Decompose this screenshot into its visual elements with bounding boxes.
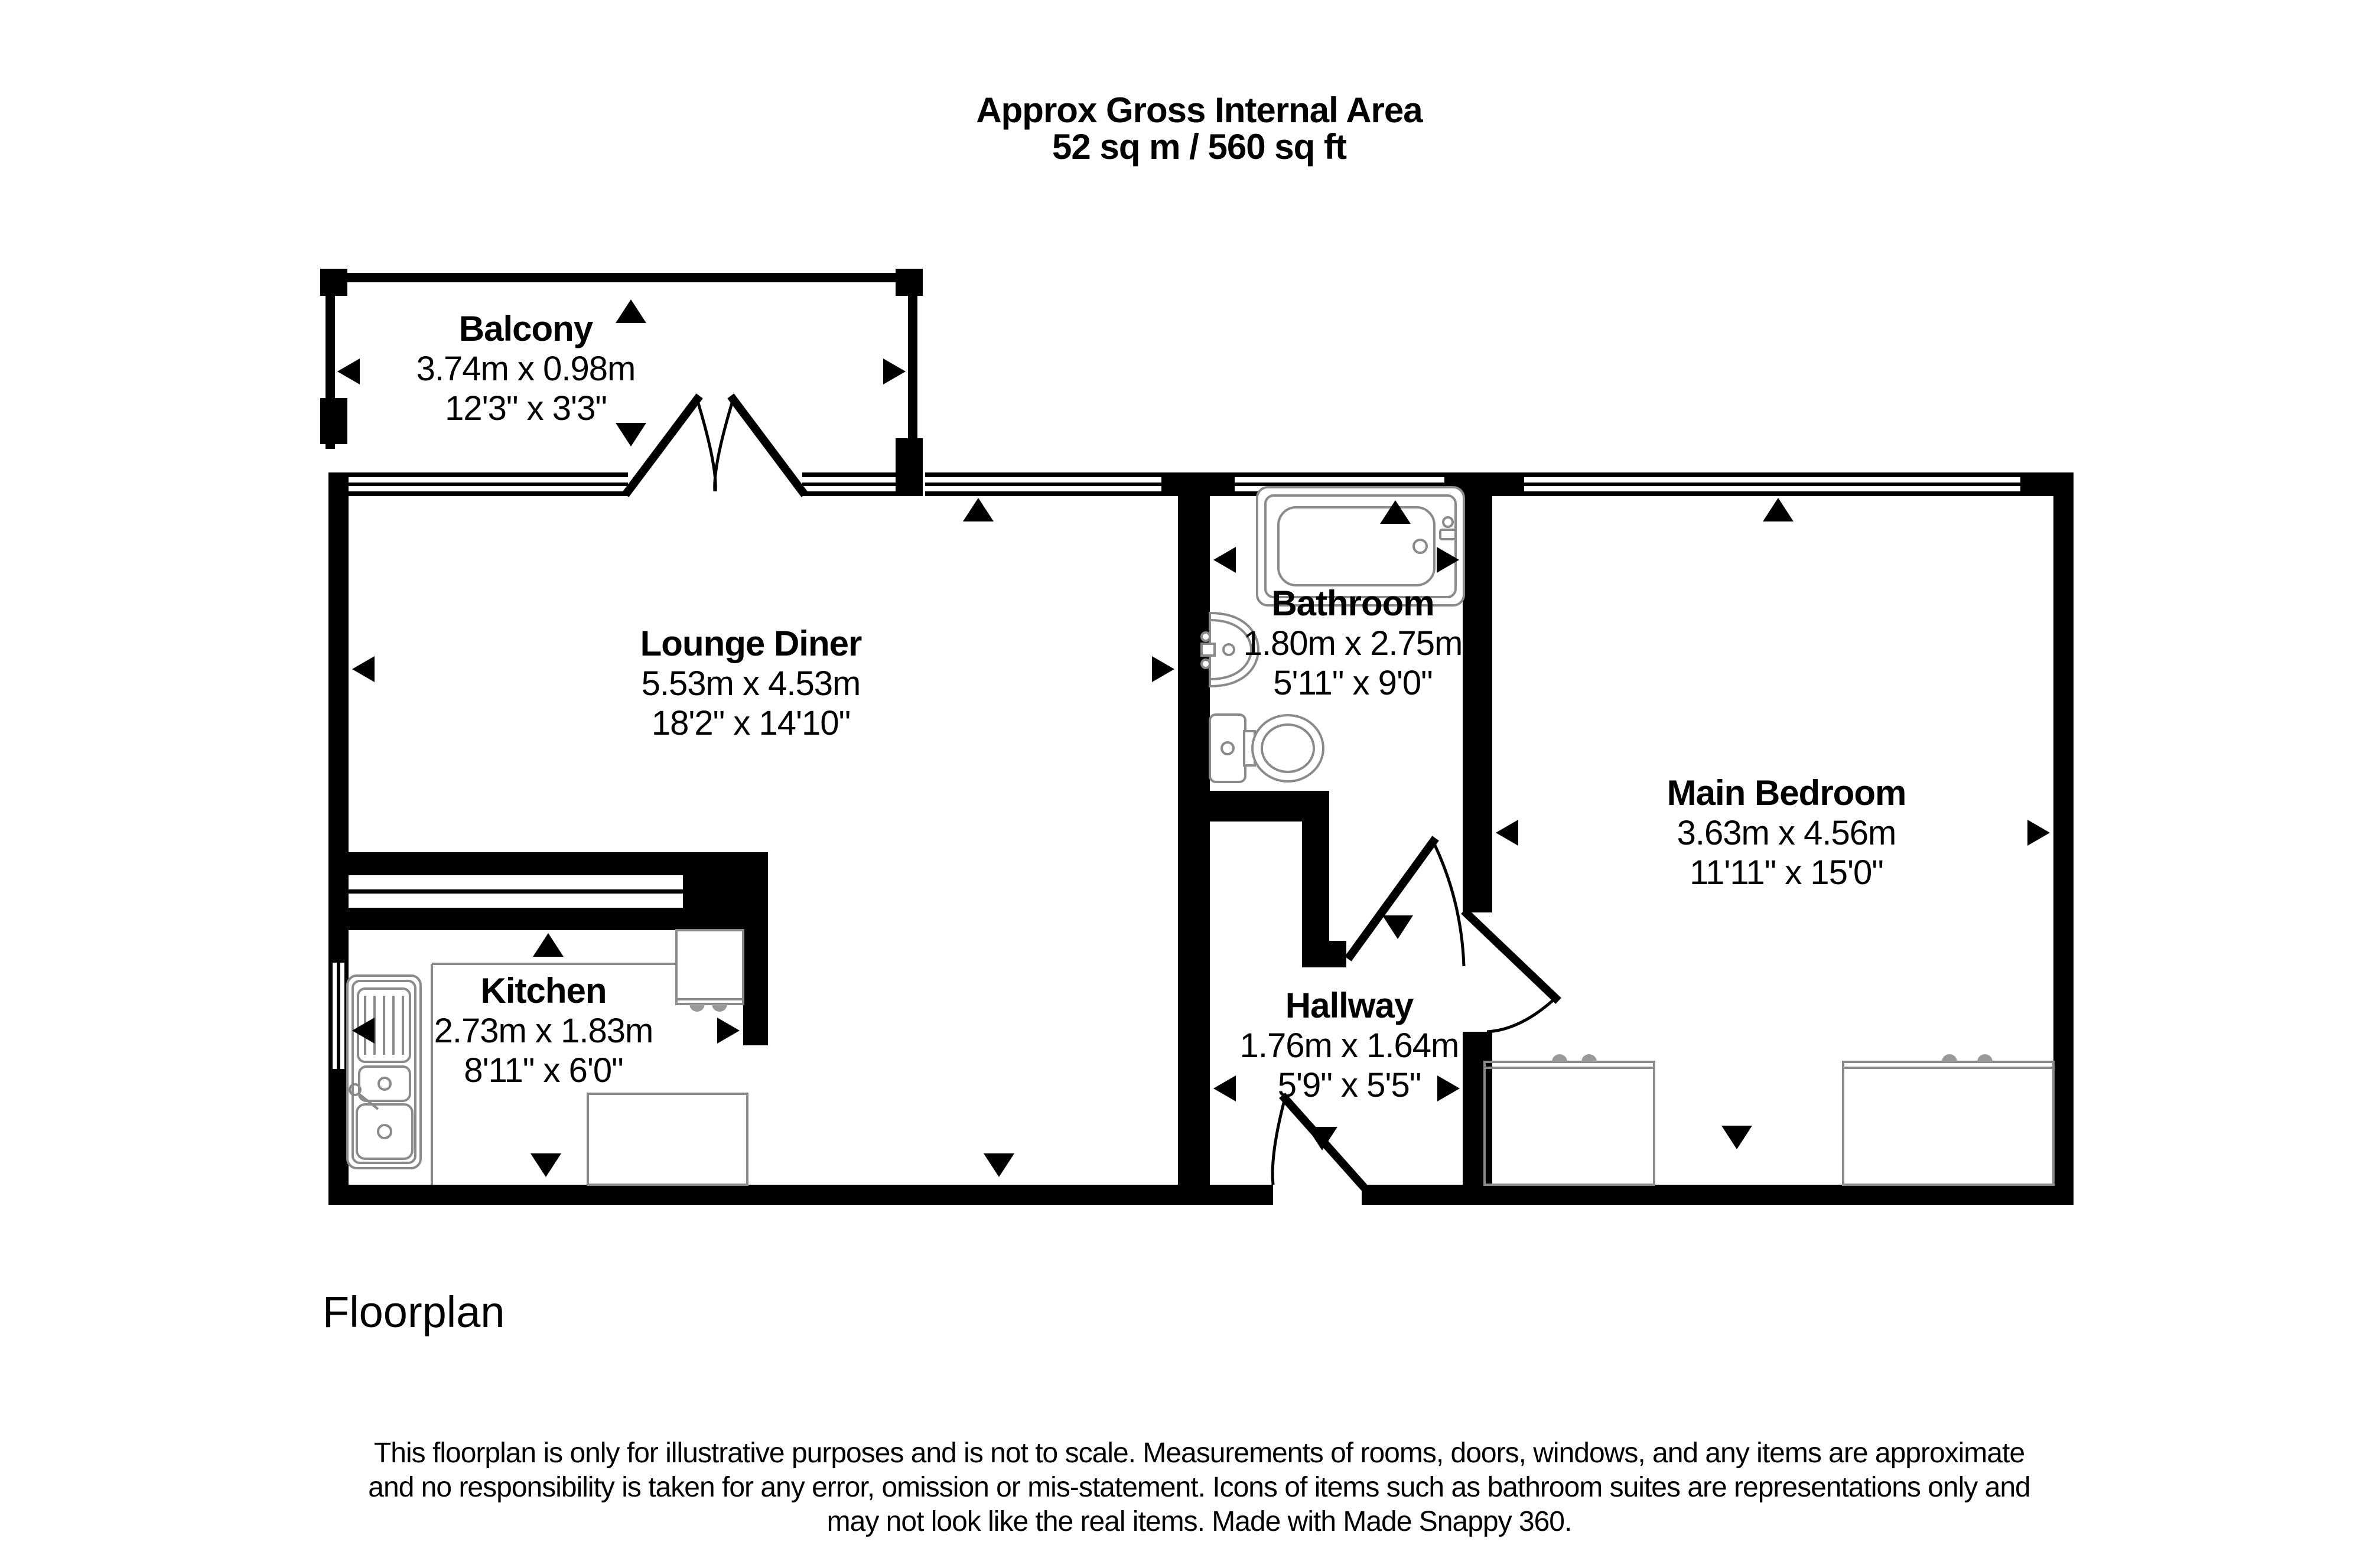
lounge-label: Lounge Diner xyxy=(640,624,862,663)
arrow-left-icon xyxy=(1496,820,1518,846)
arrow-down-icon xyxy=(1721,1126,1752,1149)
arrow-right-icon xyxy=(2027,820,2050,846)
door-swing-icon xyxy=(1467,914,1555,1032)
balcony-post-mid-left xyxy=(320,398,347,444)
balcony-label: Balcony xyxy=(458,309,593,348)
lounge-imperial: 18'2" x 14'10" xyxy=(651,704,851,742)
kitchen-imperial: 8'11" x 6'0" xyxy=(464,1051,623,1090)
disclaimer-line-2: and no responsibility is taken for any error, omission or mis-statement. Icons of items such as bathroom suites are representations only and xyxy=(368,1472,2030,1503)
arrow-up-icon xyxy=(963,498,994,521)
window-icon xyxy=(925,472,1161,496)
wall-kitchen-divider-top xyxy=(349,852,768,875)
window-icon xyxy=(802,472,898,496)
kitchen-window-midline xyxy=(349,889,683,894)
wall-bedroom-left-upper xyxy=(1463,496,1492,912)
bedroom-imperial: 11'11" x 15'0" xyxy=(1690,853,1883,892)
arrow-up-icon xyxy=(616,299,646,323)
arrow-down-icon xyxy=(1382,915,1413,939)
wall-right xyxy=(2053,472,2074,1205)
bathroom-label: Bathroom xyxy=(1271,583,1434,623)
wall-kitchen-divider-bottom xyxy=(349,908,768,930)
kitchen-metric: 2.73m x 1.83m xyxy=(434,1012,653,1050)
arrow-down-icon xyxy=(530,1153,561,1177)
disclaimer xyxy=(368,1437,2030,1537)
floorplan-caption: Floorplan xyxy=(323,1287,505,1336)
wall-bathroom-bottom xyxy=(1210,791,1329,822)
door-swing-icon xyxy=(628,399,802,491)
arrow-right-icon xyxy=(883,358,906,384)
arrow-down-icon xyxy=(984,1153,1014,1177)
arrow-down-icon xyxy=(616,423,646,446)
kitchen-sink-icon xyxy=(347,976,421,1168)
wall-top-corner-right xyxy=(2020,472,2074,496)
wall-top-corner-left xyxy=(328,472,349,496)
window-icon xyxy=(328,963,349,1069)
arrow-right-icon xyxy=(1437,1075,1460,1101)
arrow-left-icon xyxy=(1213,1075,1236,1101)
hallway-metric: 1.76m x 1.64m xyxy=(1239,1026,1459,1065)
toilet-icon xyxy=(1210,715,1323,782)
hallway-label: Hallway xyxy=(1285,986,1414,1025)
door-swing-icon xyxy=(1350,842,1464,966)
arrow-left-icon xyxy=(337,358,360,384)
arrow-up-icon xyxy=(1763,498,1794,521)
wall-left xyxy=(328,472,349,1205)
wall-bathroom-left xyxy=(1178,496,1210,1185)
bathroom-imperial: 5'11" x 9'0" xyxy=(1273,664,1433,702)
kitchen-label: Kitchen xyxy=(480,971,607,1010)
disclaimer-line-3: may not look like the real items. Made with Made Snappy 360. xyxy=(826,1506,1572,1537)
arrow-right-icon xyxy=(1152,656,1174,682)
wall-hall-stub-foot xyxy=(1302,941,1346,967)
balcony-wall-top xyxy=(320,273,923,282)
bedroom-metric: 3.63m x 4.56m xyxy=(1677,814,1896,852)
balcony-post-bottom-right xyxy=(896,438,923,496)
disclaimer-line-1: This floorplan is only for illustrative purposes and is not to scale. Measurements of rooms, doors, windows, and any items are approximate xyxy=(373,1437,2025,1469)
bedroom-label: Main Bedroom xyxy=(1667,773,1906,813)
window-icon xyxy=(349,472,628,496)
arrow-up-icon xyxy=(533,933,564,957)
bathroom-metric: 1.80m x 2.75m xyxy=(1243,624,1463,663)
wall-bottom-left-segment xyxy=(328,1185,1273,1205)
gross-area-value: 52 sq m / 560 sq ft xyxy=(1052,127,1346,167)
wardrobe-icon xyxy=(1485,1054,1654,1185)
wall-bedroom-left-lower xyxy=(1463,1032,1492,1185)
wardrobe-icon xyxy=(1843,1054,2053,1185)
arrow-left-icon xyxy=(1213,547,1236,573)
wall-bottom-right-segment xyxy=(1362,1185,2074,1205)
hallway-imperial: 5'9" x 5'5" xyxy=(1277,1066,1421,1104)
cabinet-icon xyxy=(676,930,743,1012)
arrow-left-icon xyxy=(352,656,375,682)
lounge-metric: 5.53m x 4.53m xyxy=(641,664,861,703)
window-icon xyxy=(1524,472,2020,496)
balcony-imperial: 12'3" x 3'3" xyxy=(445,389,607,428)
wall-top-bathroom-junction xyxy=(1161,472,1235,496)
balcony-metric: 3.74m x 0.98m xyxy=(416,350,636,388)
wall-kitchen-stub xyxy=(743,930,768,1045)
gross-area-title: Approx Gross Internal Area xyxy=(976,90,1423,130)
arrow-right-icon xyxy=(717,1018,740,1044)
wall-kitchen-divider-right xyxy=(683,875,768,908)
cabinet-icon xyxy=(588,1094,747,1185)
